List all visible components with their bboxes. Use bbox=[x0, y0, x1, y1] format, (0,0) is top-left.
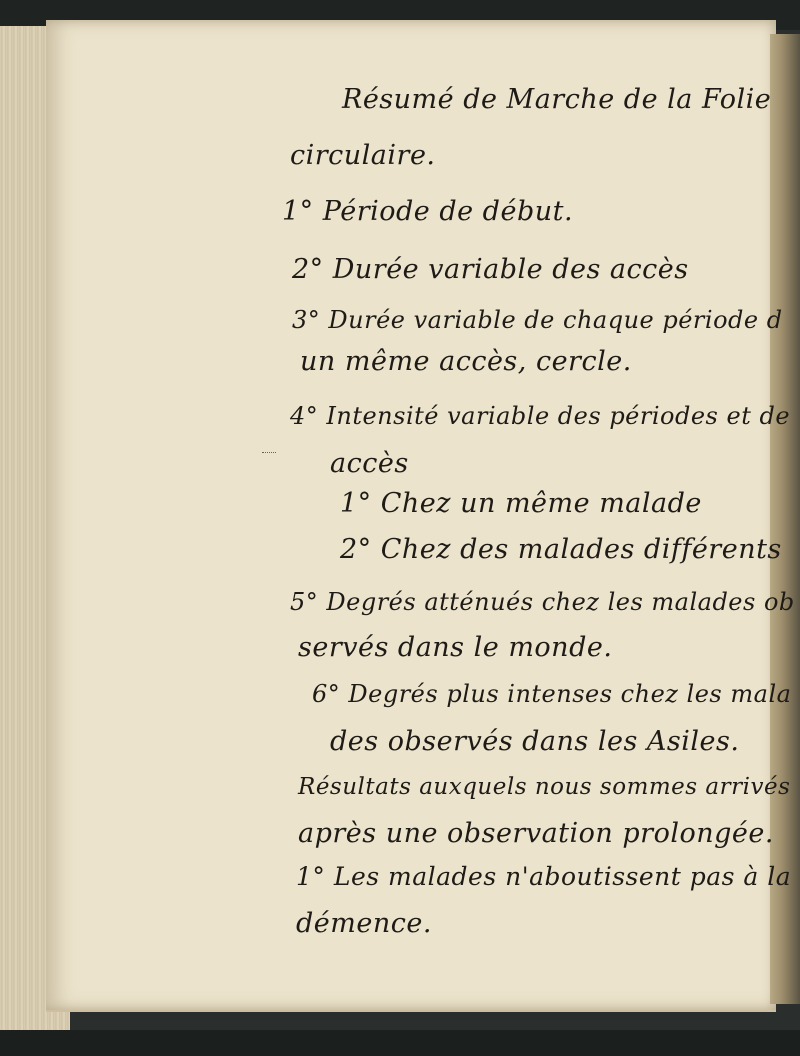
binding-bottom bbox=[0, 1030, 800, 1056]
handwritten-line: démence. bbox=[296, 908, 432, 939]
handwritten-line: des observés dans les Asiles. bbox=[330, 726, 740, 757]
handwritten-line: Résultats auxquels nous sommes arrivés bbox=[298, 774, 791, 800]
handwritten-line: 1° Les malades n'aboutissent pas à la bbox=[296, 862, 792, 891]
title-line-1: Résumé de Marche de la Folie bbox=[342, 84, 772, 115]
handwritten-line: 4° Intensité variable des périodes et de bbox=[290, 402, 791, 430]
binding-gutter bbox=[770, 34, 800, 1004]
handwritten-line: un même accès, cercle. bbox=[300, 346, 632, 377]
handwritten-line: accès bbox=[330, 448, 409, 479]
handwritten-line: 2° Durée variable des accès bbox=[292, 254, 689, 285]
handwritten-line: après une observation prolongée. bbox=[298, 818, 774, 849]
title-line-2: circulaire. bbox=[290, 140, 436, 171]
handwritten-line: 2° Chez des malades différents bbox=[340, 534, 782, 565]
handwritten-line: 5° Degrés atténués chez les malades ob bbox=[290, 588, 795, 616]
handwritten-line: 1° Chez un même malade bbox=[340, 488, 702, 519]
handwritten-line: 3° Durée variable de chaque période d bbox=[292, 306, 783, 334]
margin-mark bbox=[262, 452, 276, 455]
handwritten-line: 1° Période de début. bbox=[282, 196, 574, 227]
handwritten-line: 6° Degrés plus intenses chez les mala bbox=[312, 680, 792, 708]
handwritten-line: servés dans le monde. bbox=[298, 632, 613, 663]
